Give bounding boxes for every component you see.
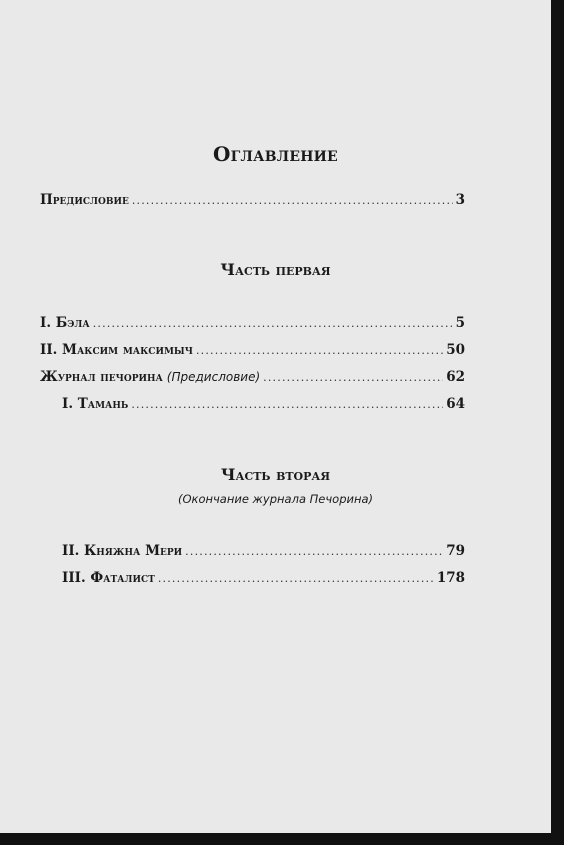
toc-entry-label: Предисловие [40, 192, 129, 208]
toc-entry-page: 50 [446, 342, 465, 358]
toc-entry-label: I. Бэла [40, 315, 90, 331]
part-one-heading: Часть первая [220, 260, 331, 279]
dot-leader [185, 545, 443, 558]
toc-entry-page: 5 [455, 315, 465, 331]
dot-leader [132, 194, 453, 207]
toc-entry-note: (Предисловие) [166, 370, 261, 384]
toc-entry-fatalist[interactable] [62, 570, 465, 588]
toc-entry-page: 62 [446, 369, 465, 385]
toc-entry-page: 178 [436, 570, 465, 586]
toc-entry-label: Журнал печорина [40, 369, 163, 385]
toc-entry-knyazhna-meri[interactable] [62, 543, 465, 561]
toc-entry-taman[interactable] [62, 396, 465, 414]
dot-leader [93, 317, 453, 330]
dot-leader [196, 344, 443, 357]
toc-entry-preface[interactable] [40, 192, 465, 210]
toc-entry-page: 79 [446, 543, 465, 559]
part-two-heading: Часть вторая [220, 465, 331, 484]
toc-entry-maksim-maksimych[interactable] [40, 342, 465, 360]
toc-entry-page: 64 [446, 396, 465, 412]
toc-entry-page: 3 [455, 192, 465, 208]
dot-leader [131, 398, 443, 411]
toc-entry-pechorin-journal[interactable] [40, 369, 465, 387]
part-two-subheading: (Окончание журнала Печорина) [177, 492, 374, 506]
toc-entry-label: II. Княжна Мери [62, 543, 183, 559]
toc-entry-bela[interactable] [40, 315, 465, 333]
dot-leader [263, 371, 443, 384]
toc-entry-label: III. Фаталист [62, 570, 155, 586]
toc-title: Оглавление [213, 142, 338, 166]
dot-leader [158, 572, 434, 585]
toc-entry-label: I. Тамань [62, 396, 129, 412]
toc-entry-label: II. Максим максимыч [40, 342, 193, 358]
